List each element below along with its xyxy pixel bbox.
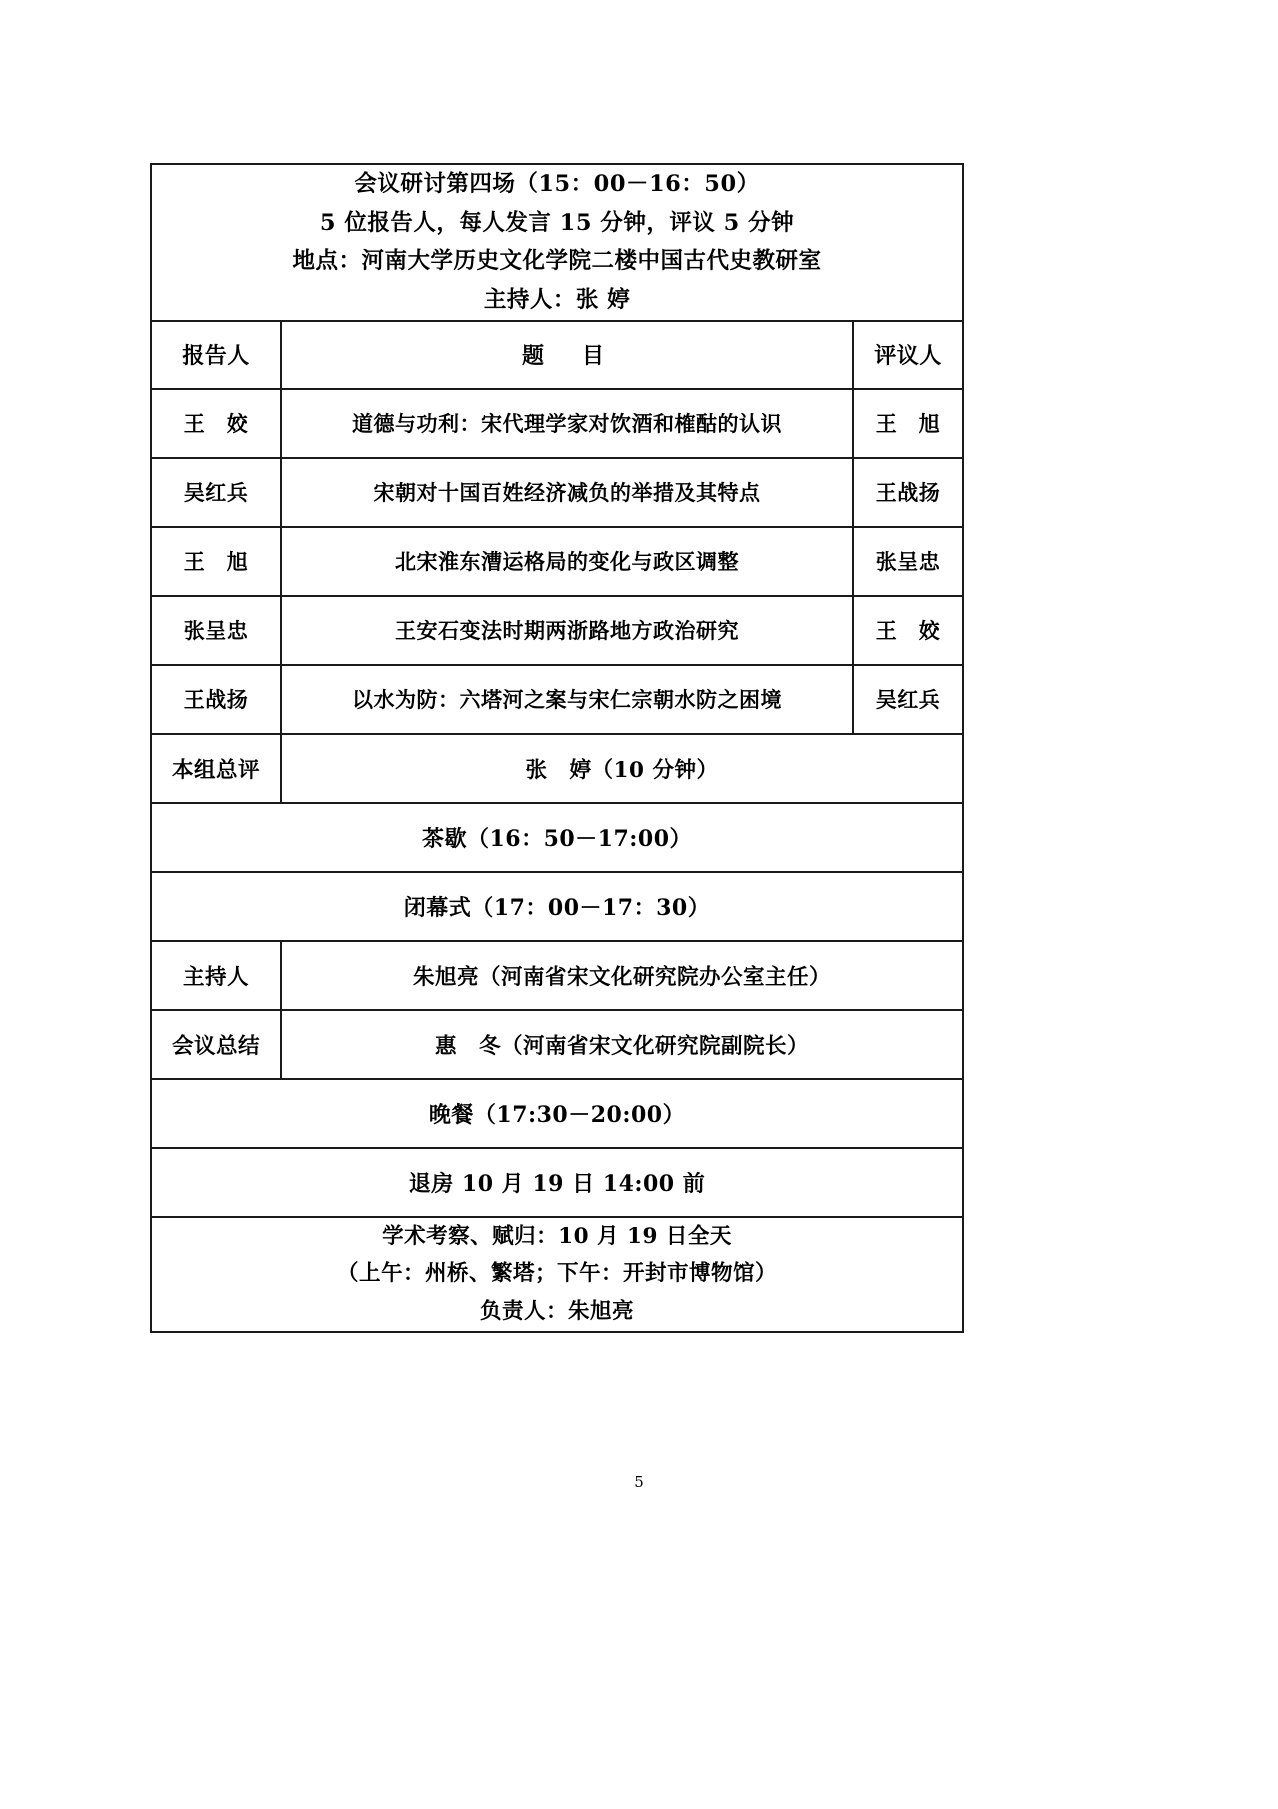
cell-title: 道德与功利：宋代理学家对饮酒和榷酤的认识: [281, 389, 853, 458]
conference-schedule-table: [150, 163, 964, 1333]
cell-presenter: 张呈忠: [151, 596, 281, 665]
cell-title: 北宋淮东漕运格局的变化与政区调整: [281, 527, 853, 596]
cell-discussant: 吴红兵: [853, 665, 963, 734]
table-row: [151, 596, 963, 665]
checkout-label: 退房 10 月 19 日 14:00 前: [151, 1148, 963, 1217]
tea-break-label: 茶歇（16：50－17:00）: [151, 803, 963, 872]
session-header-line-1: 会议研讨第四场（15：00－16：50）: [354, 171, 760, 197]
table-row: [151, 458, 963, 527]
table-row-field-trip: [151, 1217, 963, 1332]
column-header-presenter: 报告人: [151, 321, 281, 389]
table-row-tea-break: [151, 803, 963, 872]
cell-presenter: 王 旭: [151, 527, 281, 596]
cell-discussant: 王战扬: [853, 458, 963, 527]
table-row: [151, 389, 963, 458]
table-row-checkout: [151, 1148, 963, 1217]
table-row-closing-host: [151, 941, 963, 1010]
closing-ceremony-label: 闭幕式（17：00－17：30）: [151, 872, 963, 941]
closing-summary-value: 惠 冬（河南省宋文化研究院副院长）: [281, 1010, 963, 1079]
group-review-label: 本组总评: [151, 734, 281, 803]
group-review-value: 张 婷（10 分钟）: [281, 734, 963, 803]
session-header-line-2: 5 位报告人，每人发言 15 分钟，评议 5 分钟: [319, 209, 795, 236]
session-header-line-4: 主持人：张 婷: [483, 287, 631, 314]
cell-title: 以水为防：六塔河之案与宋仁宗朝水防之困境: [281, 665, 853, 734]
table-row-dinner: [151, 1079, 963, 1148]
dinner-label: 晚餐（17:30－20:00）: [151, 1079, 963, 1148]
page-number: 5: [634, 1473, 644, 1491]
table-row-closing-summary: [151, 1010, 963, 1079]
session-header: [151, 164, 963, 321]
cell-presenter: 王 姣: [151, 389, 281, 458]
field-trip-line-3: 负责人：朱旭亮: [480, 1299, 635, 1324]
field-trip-block: [151, 1217, 963, 1332]
cell-discussant: 王 旭: [853, 389, 963, 458]
closing-summary-label: 会议总结: [151, 1010, 281, 1079]
table-row: [151, 665, 963, 734]
table-row-header: [151, 164, 963, 321]
cell-title: 宋朝对十国百姓经济减负的举措及其特点: [281, 458, 853, 527]
column-header-title: 题 目: [281, 321, 853, 389]
table-row: [151, 527, 963, 596]
cell-presenter: 吴红兵: [151, 458, 281, 527]
cell-presenter: 王战扬: [151, 665, 281, 734]
session-header-line-3: 地点：河南大学历史文化学院二楼中国古代史教研室: [292, 248, 822, 275]
cell-discussant: 张呈忠: [853, 527, 963, 596]
table-row-group-review: [151, 734, 963, 803]
field-trip-line-1: 学术考察、赋归：10 月 19 日全天: [382, 1223, 732, 1249]
table-row-closing-ceremony: [151, 872, 963, 941]
closing-host-value: 朱旭亮（河南省宋文化研究院办公室主任）: [281, 941, 963, 1010]
cell-title: 王安石变法时期两浙路地方政治研究: [281, 596, 853, 665]
closing-host-label: 主持人: [151, 941, 281, 1010]
column-header-discussant: 评议人: [853, 321, 963, 389]
table-row-column-headers: [151, 321, 963, 389]
field-trip-line-2: （上午：州桥、繁塔；下午：开封市博物馆）: [337, 1261, 778, 1287]
cell-discussant: 王 姣: [853, 596, 963, 665]
